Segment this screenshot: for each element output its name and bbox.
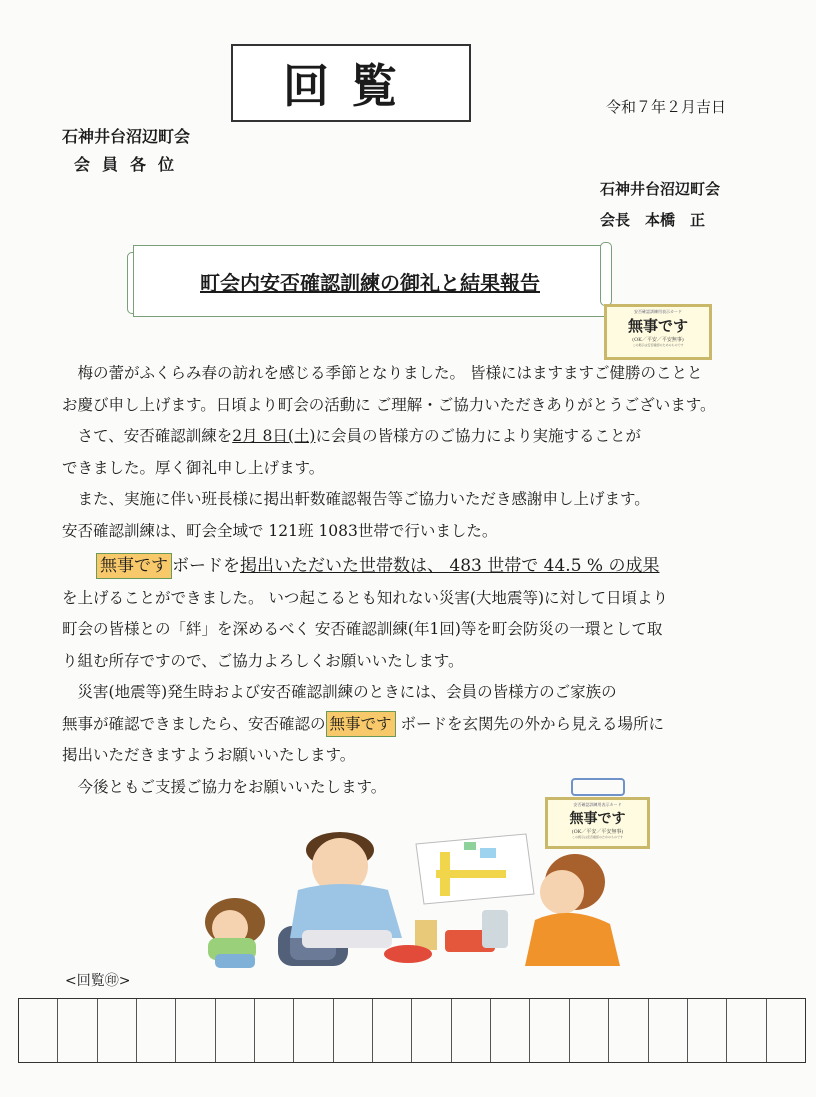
stamp-cell xyxy=(649,999,688,1062)
stamp-cell xyxy=(767,999,805,1062)
stamp-cell xyxy=(727,999,766,1062)
safe-board-mark-inline: 無事です xyxy=(326,711,396,737)
body-line xyxy=(62,484,802,516)
body-line xyxy=(62,646,802,678)
mother-figure xyxy=(525,854,620,966)
recipient-org: 石神井台沼辺町会 xyxy=(62,127,191,146)
card-fine-text: この掲示は安否確認のためのものです xyxy=(632,343,684,347)
p1-line2: お慶び申し上げます。日頃より町会の活動に ご理解・ご協力いただきありがとうございます。 xyxy=(62,395,716,414)
card-main-text: 無事です xyxy=(627,317,688,335)
stamp-cell xyxy=(412,999,451,1062)
banner-scroll-right xyxy=(600,242,612,306)
body-line xyxy=(62,583,802,615)
sender-name: 会長 本橋 正 xyxy=(600,211,706,229)
p4-line3: 町会の皆様との「絆」を深めるべく 安否確認訓練(年1回)等を町会防災の一環として取 xyxy=(62,620,663,638)
body-line xyxy=(62,390,802,422)
stamp-cell xyxy=(294,999,333,1062)
card-hanger-icon xyxy=(568,775,628,799)
body-line xyxy=(62,772,802,804)
card-sub-text: (OK／平安／平安無事) xyxy=(571,829,624,835)
body-line xyxy=(62,614,802,646)
p4-line4: り組む所存ですので、ご協力よろしくお願いいたします。 xyxy=(62,651,464,670)
card-sub-text: (OK／平安／平安無事) xyxy=(632,337,684,343)
stamp-cell xyxy=(19,999,58,1062)
family-illustration xyxy=(190,820,640,970)
stamp-cell xyxy=(334,999,373,1062)
stamp-cell xyxy=(255,999,294,1062)
p4-line2: を上げることができました。 いつ起こるとも知れない災害(大地震等)に対して日頃より xyxy=(62,588,669,607)
circular-title: 回覧 xyxy=(231,44,471,122)
sender-org: 石神井台沼辺町会 xyxy=(600,180,721,198)
body-line xyxy=(62,709,802,741)
safety-card-top xyxy=(604,304,712,360)
drill-date: 2月 8日(土) xyxy=(232,427,316,445)
recipient-members: 会員各位 xyxy=(74,155,187,174)
body-line xyxy=(62,453,802,485)
body-line xyxy=(62,551,802,583)
p3-line1: また、実施に伴い班長様に掲出軒数確認報告等ご協力いただき感謝申し上げます。 xyxy=(77,490,650,508)
p5-line2b: ボードを玄関先の外から見える場所に xyxy=(400,714,664,733)
card-main-text: 無事です xyxy=(569,811,626,827)
title-banner xyxy=(133,245,607,317)
letter-body xyxy=(62,358,802,803)
p5-line1: 災害(地震等)発生時および安否確認訓練のときには、会員の皆様方のご家族の xyxy=(77,683,617,701)
p2-line2: できました。厚く御礼申し上げます。 xyxy=(62,458,325,477)
stamp-cell xyxy=(58,999,97,1062)
stamp-cell xyxy=(530,999,569,1062)
body-line xyxy=(62,358,802,390)
result-count: 掲出いただいた世帯数は、 483 世帯で 44.5 % の成果 xyxy=(240,556,660,576)
body-line xyxy=(62,677,802,709)
issue-date: 令和７年２月吉日 xyxy=(606,98,727,116)
stamp-cell xyxy=(176,999,215,1062)
body-line xyxy=(62,516,802,548)
stamp-label: <回覧㊞> xyxy=(65,973,131,989)
stamp-grid xyxy=(18,998,806,1063)
map-sheet xyxy=(416,834,534,904)
p2-line1b: に会員の皆様方のご協力により実施することが xyxy=(315,427,641,445)
card-small-label: 安否確認訓練用表示カード xyxy=(634,309,682,314)
p4-line1a: ボードを xyxy=(172,556,240,576)
stamp-cell xyxy=(688,999,727,1062)
body-line xyxy=(62,740,802,772)
stamp-cell xyxy=(216,999,255,1062)
stamp-cell xyxy=(98,999,137,1062)
p6-closing: 今後ともご支援ご協力をお願いいたします。 xyxy=(77,777,387,796)
p5-line2a: 無事が確認できましたら、安否確認の xyxy=(62,714,326,733)
stamp-cell xyxy=(491,999,530,1062)
banner-title: 町会内安否確認訓練の御礼と結果報告 xyxy=(200,270,540,295)
p1-line1: 梅の蕾がふくらみ春の訪れを感じる季節となりました。 皆様にはますますご健勝のことと xyxy=(77,364,703,382)
safe-board-mark: 無事です xyxy=(96,553,172,579)
body-line xyxy=(62,421,802,453)
card-small-label: 安否確認訓練用表示カード xyxy=(573,802,622,807)
stamp-cell xyxy=(137,999,176,1062)
stamp-cell xyxy=(373,999,412,1062)
card-fine-text: この掲示は安否確認のためのものです xyxy=(571,835,623,839)
father-figure xyxy=(290,832,402,948)
p2-line1a: さて、安否確認訓練を xyxy=(77,427,233,445)
child-figure xyxy=(205,898,265,968)
p5-line3: 掲出いただきますようお願いいたします。 xyxy=(62,746,356,764)
emergency-supplies xyxy=(384,910,508,963)
stamp-cell xyxy=(609,999,648,1062)
stamp-cell xyxy=(452,999,491,1062)
p3-line2: 安否確認訓練は、町会全域で 121班 1083世帯で行いました。 xyxy=(62,521,498,540)
stamp-cell xyxy=(570,999,609,1062)
